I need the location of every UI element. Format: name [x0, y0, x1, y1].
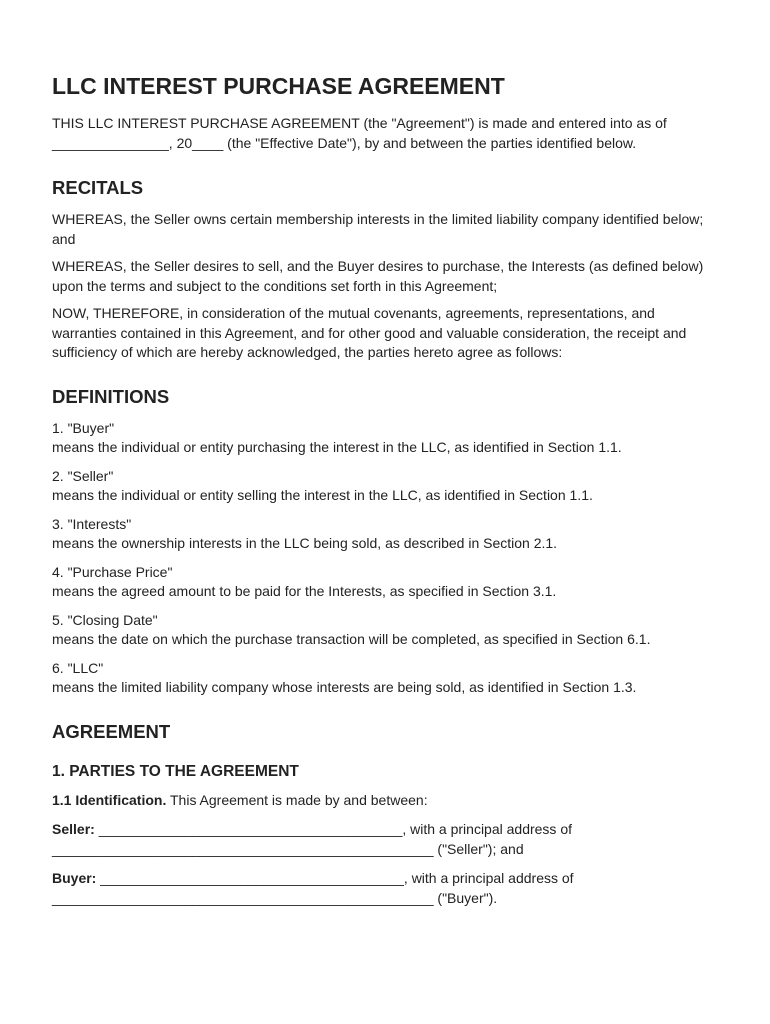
document-title: LLC INTEREST PURCHASE AGREEMENT	[52, 73, 505, 99]
recitals-heading: RECITALS	[52, 177, 144, 198]
definitions-heading: DEFINITIONS	[52, 385, 170, 407]
buyer-label: Buyer:	[52, 870, 97, 886]
identification-paragraph	[52, 791, 718, 811]
definition-interests	[52, 515, 718, 554]
identification-label: 1.1 Identification.	[52, 791, 167, 808]
definition-text: means the individual or entity purchasing the interest in the LLC, as identified in Section 1.1.	[52, 439, 622, 455]
definition-term: 3. "Interests"	[52, 515, 132, 532]
recital-3: NOW, THEREFORE, in consideration of the mutual covenants, agreements, representations, and warranties contained in this Agreement, and for other good and valuable consideration, the receipt and sufficiency of which are hereby acknowledged, the parties hereto agree as follows:	[52, 305, 687, 360]
definition-term: 6. "LLC"	[52, 659, 104, 676]
recital-1: WHEREAS, the Seller owns certain membership interests in the limited liability company identified below; and	[52, 211, 704, 247]
identification-text: This Agreement is made by and between:	[166, 791, 428, 808]
recital-2: WHEREAS, the Seller desires to sell, and the Buyer desires to purchase, the Interests (as defined below) upon the terms and subject to the conditions set forth in this Agreement;	[52, 258, 704, 294]
definition-term: 2. "Seller"	[52, 467, 114, 484]
definition-term: 5. "Closing Date"	[52, 611, 158, 628]
seller-label: Seller:	[52, 821, 95, 837]
definition-text: means the ownership interests in the LLC being sold, as described in Section 2.1.	[52, 535, 558, 551]
definition-text: means the agreed amount to be paid for the Interests, as specified in Section 3.1.	[52, 583, 557, 599]
definition-buyer	[52, 419, 718, 458]
definition-text: means the limited liability company whose interests are being sold, as identified in Section 1.3.	[52, 679, 637, 695]
seller-paragraph	[52, 820, 718, 859]
seller-text: _______________________________________, with a principal address of _________________________________________________ ("Seller"); and	[52, 821, 573, 857]
buyer-paragraph	[52, 869, 718, 908]
definition-purchase-price	[52, 563, 718, 602]
parties-heading: 1. PARTIES TO THE AGREEMENT	[52, 762, 299, 780]
definition-closing-date	[52, 611, 718, 650]
definition-term: 1. "Buyer"	[52, 419, 115, 436]
agreement-heading: AGREEMENT	[52, 720, 171, 742]
definition-seller	[52, 467, 718, 506]
definition-term: 4. "Purchase Price"	[52, 563, 173, 580]
definition-text: means the individual or entity selling the interest in the LLC, as identified in Section 1.1.	[52, 487, 593, 503]
intro-paragraph: THIS LLC INTEREST PURCHASE AGREEMENT (the "Agreement") is made and entered into as of _______________, 20____ (the "Effective Date"), by and between the parties identified below.	[52, 115, 667, 151]
buyer-text: _______________________________________, with a principal address of _________________________________________________ ("Buyer").	[52, 870, 574, 906]
definition-llc	[52, 659, 718, 698]
definition-text: means the date on which the purchase transaction will be completed, as specified in Section 6.1.	[52, 631, 651, 647]
